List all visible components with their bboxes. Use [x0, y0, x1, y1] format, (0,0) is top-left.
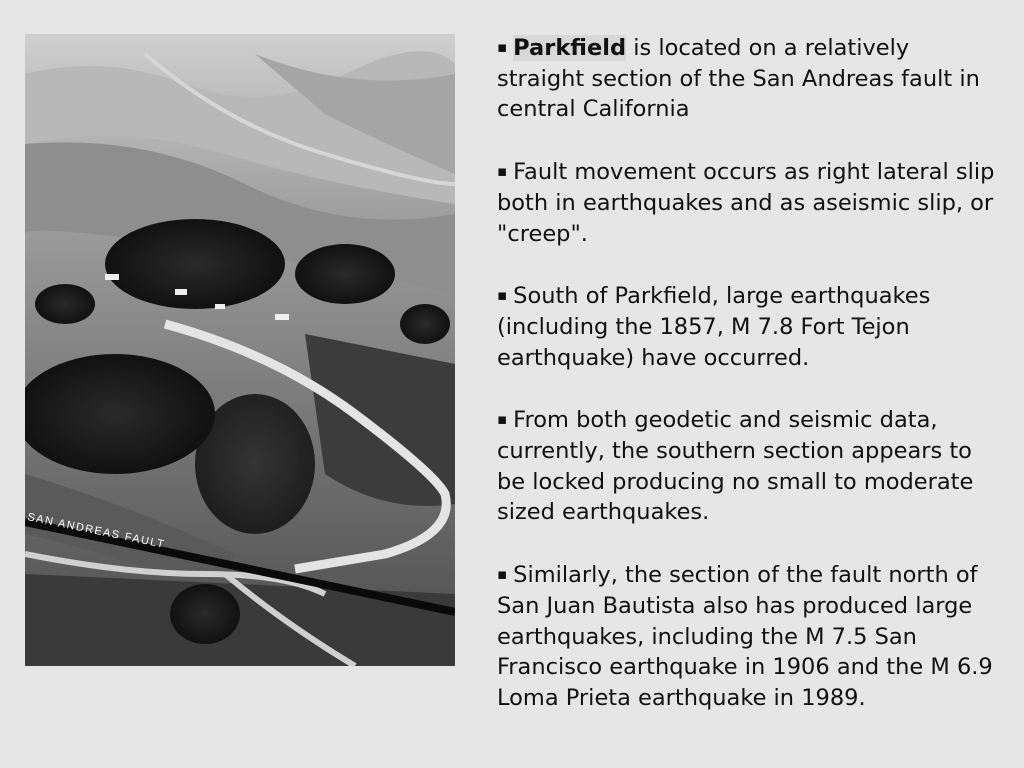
bullet-icon: ▪: [497, 565, 508, 584]
bullet-icon: ▪: [497, 162, 508, 181]
fault-label: SAN ANDREAS FAULT: [26, 511, 167, 551]
bullet-geodetic-data: [497, 404, 997, 528]
bullet-san-juan-bautista: [497, 559, 997, 714]
bullet-fault-movement: [497, 156, 997, 249]
bullet-text: is located on a relatively straight section of the San Andreas fault in central California: [497, 35, 980, 123]
parkfield-highlight: Parkfield: [513, 35, 627, 61]
bullet-text: South of Parkfield, large earthquakes (including the 1857, M 7.8 Fort Tejon earthquake) have occurred.: [497, 283, 931, 371]
bullet-text: Similarly, the section of the fault north of San Juan Bautista also has produced large earthquakes, including the M 7.5 San Francisco earthquake in 1906 and the M 6.9 Loma Prieta earthquake in 1989.: [497, 562, 993, 711]
parkfield-aerial-photo: [25, 34, 455, 666]
bullet-text: Fault movement occurs as right lateral slip both in earthquakes and as aseismic slip, or "creep".: [497, 159, 995, 247]
bullet-list: [497, 32, 997, 745]
bullet-icon: ▪: [497, 410, 508, 429]
aerial-photo-image: [25, 34, 455, 666]
bullet-south-parkfield: [497, 280, 997, 373]
bullet-parkfield-location: [497, 32, 997, 125]
bullet-text: From both geodetic and seismic data, currently, the southern section appears to be locked producing no small to moderate sized earthquakes.: [497, 407, 974, 526]
bullet-icon: ▪: [497, 286, 508, 305]
bullet-icon: ▪: [497, 38, 508, 56]
